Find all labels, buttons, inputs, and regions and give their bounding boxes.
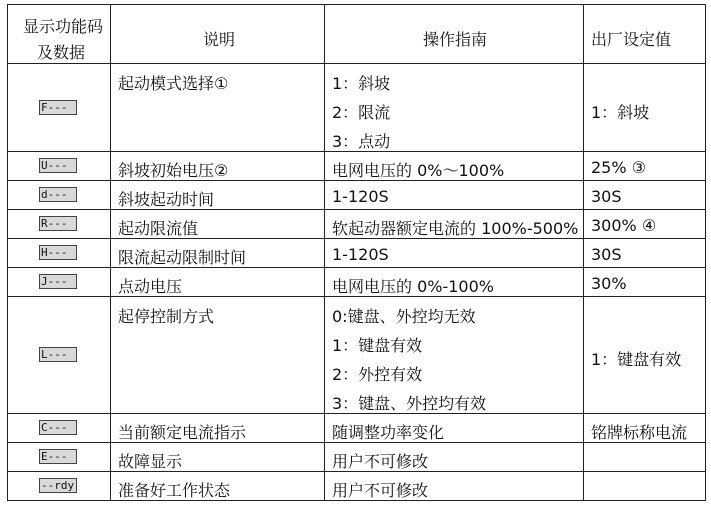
row-guide-line: 用户不可修改	[332, 452, 429, 471]
row-guide-line: 1-120S	[332, 187, 389, 206]
row-description: 限流起动限制时间	[118, 248, 247, 267]
display-code: E---	[39, 449, 77, 464]
row-guide-line: 2：限流	[332, 103, 391, 122]
header-default: 出厂设定值	[591, 30, 672, 49]
row-description: 斜坡初始电压②	[118, 161, 229, 180]
row-description: 当前额定电流指示	[118, 423, 247, 442]
row-guide-line: 3：点动	[332, 132, 391, 151]
row-default: 30%	[591, 274, 627, 293]
row-guide-line: 1：斜坡	[332, 74, 391, 93]
header-description: 说明	[203, 30, 236, 49]
row-description: 起动限流值	[118, 219, 199, 238]
row-divider	[7, 267, 706, 268]
function-code-table	[7, 4, 706, 501]
column-divider	[324, 4, 325, 501]
header-code-line1: 显示功能码	[23, 17, 104, 36]
row-guide-line: 3：键盘、外控均有效	[332, 394, 487, 413]
row-default: 300% ④	[591, 216, 657, 235]
row-default: 25% ③	[591, 158, 646, 177]
header-code-line2: 及数据	[37, 43, 86, 62]
row-description: 点动电压	[118, 277, 183, 296]
row-default: 30S	[591, 245, 622, 264]
row-default: 1：斜坡	[591, 103, 650, 122]
table-border-right	[705, 4, 706, 501]
row-default: 30S	[591, 187, 622, 206]
display-code: H---	[39, 245, 77, 260]
header-guide: 操作指南	[423, 30, 488, 49]
row-guide-line: 0:键盘、外控均无效	[332, 307, 476, 326]
row-guide-line: 电网电压的 0%～100%	[332, 161, 505, 180]
row-divider	[7, 63, 706, 64]
row-description: 准备好工作状态	[118, 481, 231, 500]
row-guide-line: 1-120S	[332, 245, 389, 264]
row-guide-line: 电网电压的 0%-100%	[332, 277, 494, 296]
row-default: 1：键盘有效	[591, 350, 682, 369]
row-divider	[7, 209, 706, 210]
row-guide-line: 软起动器额定电流的 100%-500%	[332, 219, 579, 238]
column-divider	[583, 4, 584, 501]
row-guide-line: 2：外控有效	[332, 365, 423, 384]
display-code: C---	[39, 420, 77, 435]
display-code: L---	[39, 347, 77, 362]
row-description: 故障显示	[118, 452, 183, 471]
row-guide-line: 用户不可修改	[332, 481, 429, 500]
row-description: 起停控制方式	[118, 307, 215, 326]
table-border-top	[7, 4, 706, 5]
display-code: R---	[39, 216, 77, 231]
column-divider	[110, 4, 111, 501]
display-code: J---	[39, 274, 77, 289]
row-description: 起动模式选择①	[118, 74, 229, 93]
display-code: U---	[39, 158, 77, 173]
table-border-left	[7, 4, 8, 501]
row-description: 斜坡起动时间	[118, 190, 215, 209]
row-guide-line: 随调整功率变化	[332, 423, 445, 442]
row-guide-line: 1：键盘有效	[332, 336, 423, 355]
row-default: 铭牌标称电流	[591, 423, 688, 442]
display-code: F---	[39, 100, 77, 115]
display-code: d---	[39, 187, 77, 202]
display-code: --rdy	[39, 478, 77, 493]
